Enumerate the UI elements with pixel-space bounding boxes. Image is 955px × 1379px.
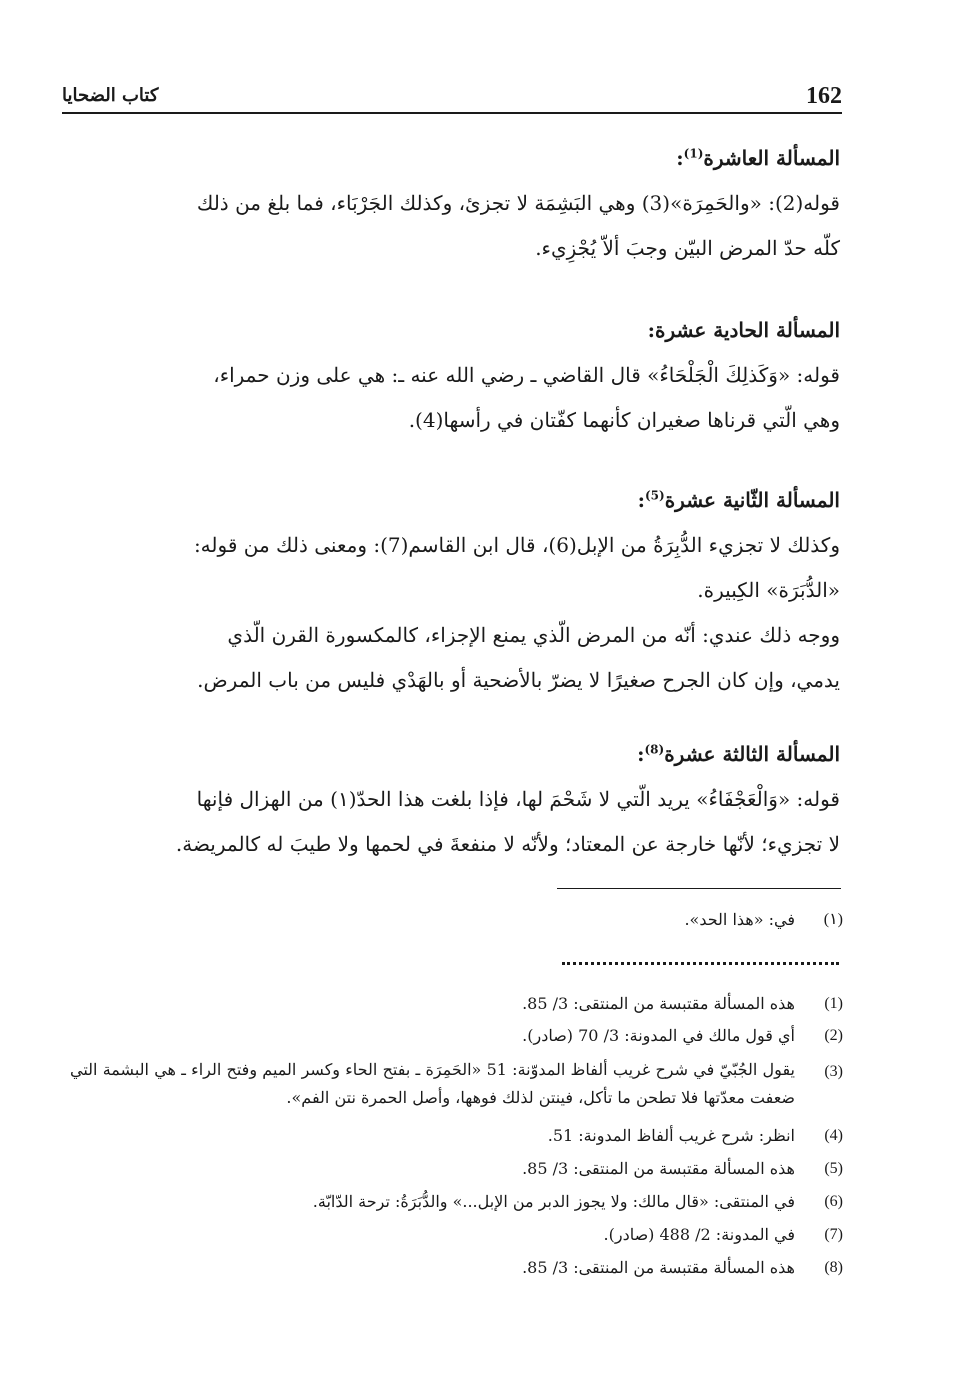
- footnote: [63, 988, 843, 1020]
- footnote-text: في المدونة: 2/ 488 (صادر).: [603, 1225, 795, 1244]
- section-12: [64, 478, 840, 703]
- footnote-number: (2): [824, 1027, 843, 1044]
- footnote-number: (5): [824, 1160, 843, 1177]
- footnote: [63, 1153, 843, 1185]
- running-title: كتاب الضحايا: [62, 85, 159, 106]
- footnote-text: في: «هذا الحد».: [684, 910, 795, 929]
- footnote: [63, 1252, 843, 1284]
- section-10: [64, 136, 840, 271]
- paragraph-line: قوله: «وَالْعَجْفَاءُ» يريد الّتي لا شَحْمَ لها، فإذا بلغت هذا الحدّ(١) من الهزال فإنها: [196, 787, 840, 811]
- footnote-number: (3): [824, 1063, 843, 1080]
- footnote: [63, 1120, 843, 1152]
- footnote: [63, 1186, 843, 1218]
- footnote: [63, 1219, 843, 1251]
- footnote-text: هذه المسألة مقتبسة من المنتقى: 3/ 85.: [522, 994, 795, 1013]
- footnote-number: (8): [824, 1259, 843, 1276]
- footnote-number: (١): [823, 911, 843, 928]
- paragraph-line: قوله: «وَكَذلِكَ الْجَلْحَاءُ» قال القاضي ـ رضي الله عنه ـ: هي على وزن حمراء،: [213, 363, 840, 387]
- section-13: [64, 732, 840, 867]
- footnote-number: (4): [824, 1127, 843, 1144]
- editor-note: [243, 904, 843, 936]
- paragraph-line: وكذلك لا تجزيء الدُّبِرَةُ من الإبل(6)، قال ابن القاسم(7): ومعنى ذلك من قوله:: [193, 533, 840, 557]
- footnote-text: أي قول مالك في المدونة: 3/ 70 (صادر).: [522, 1026, 795, 1045]
- section-heading: المسألة الثالثة عشرة$^{(8)}$:: [637, 742, 840, 766]
- footnote-text: انظر: شرح غريب ألفاظ المدونة: 51.: [547, 1126, 795, 1145]
- section-heading: المسألة الثّانية عشرة$^{(5)}$:: [637, 488, 840, 512]
- section-heading: المسألة الحادية عشرة:: [647, 318, 840, 342]
- page-header: [62, 78, 842, 114]
- footnote-text: هذه المسألة مقتبسة من المنتقى: 3/ 85.: [522, 1258, 795, 1277]
- footnote: [63, 1020, 843, 1052]
- footnote-number: (6): [824, 1193, 843, 1210]
- paragraph-line: لا تجزيء؛ لأنّها خارجة عن المعتاد؛ ولأنّه لا منفعةَ في لحمها ولا طيبَ له كالمريضة.: [175, 832, 840, 856]
- section-11: [64, 308, 840, 443]
- paragraph-line: ووجه ذلك عندي: أنّه من المرض الّذي يمنع الإجزاء، كالمكسورة القرن الّذي: [227, 623, 840, 647]
- footnote-text: في المنتقى: «قال مالك: ولا يجوز الدبر من الإبل...» والدُّبَرَةُ: ترحة الدّابّة.: [312, 1192, 795, 1211]
- paragraph-line: «الدُّبَرَة» الكِبيرة.: [697, 578, 840, 602]
- footnote-text: يقول الجُبّيّ في شرح غريب ألفاظ المدوّنة: 51 «الحَمِرَة ـ بفتح الحاء وكسر الميم وفتح الراء ـ هي البشمة التي ضعفت معدّتها فلا تطحن ما تأكل، فينتن لذلك فوهها، وأصل الحمرة نتن الفم».: [70, 1060, 795, 1107]
- page-number: 162: [806, 83, 842, 109]
- footnote-text: هذه المسألة مقتبسة من المنتقى: 3/ 85.: [522, 1159, 795, 1178]
- footnote-separator: [557, 888, 841, 889]
- dotted-separator: [562, 962, 839, 973]
- footnote: [63, 1056, 843, 1120]
- paragraph-line: يدمي، وإن كان الجرح صغيرًا لا يضرّ بالأضحية أو بالهَدْي فليس من باب المرض.: [197, 668, 840, 692]
- footnote-number: (7): [824, 1226, 843, 1243]
- paragraph-line: قوله(2): «والحَمِرَة»(3) وهي البَشِمَة لا تجزئ، وكذلك الجَرْبَاء، فما بلغ من ذلك: [196, 191, 840, 215]
- section-heading: المسألة العاشرة$^{(1)}$:: [676, 146, 840, 170]
- footnote-number: (1): [824, 995, 843, 1012]
- paragraph-line: وهي الّتي قرناها صغيران كأنهما كفّتان في رأسها(4).: [408, 408, 840, 432]
- paragraph-line: كلّه حدّ المرض البيّن وجبَ ألاّ يُجْزِيء.: [535, 236, 840, 260]
